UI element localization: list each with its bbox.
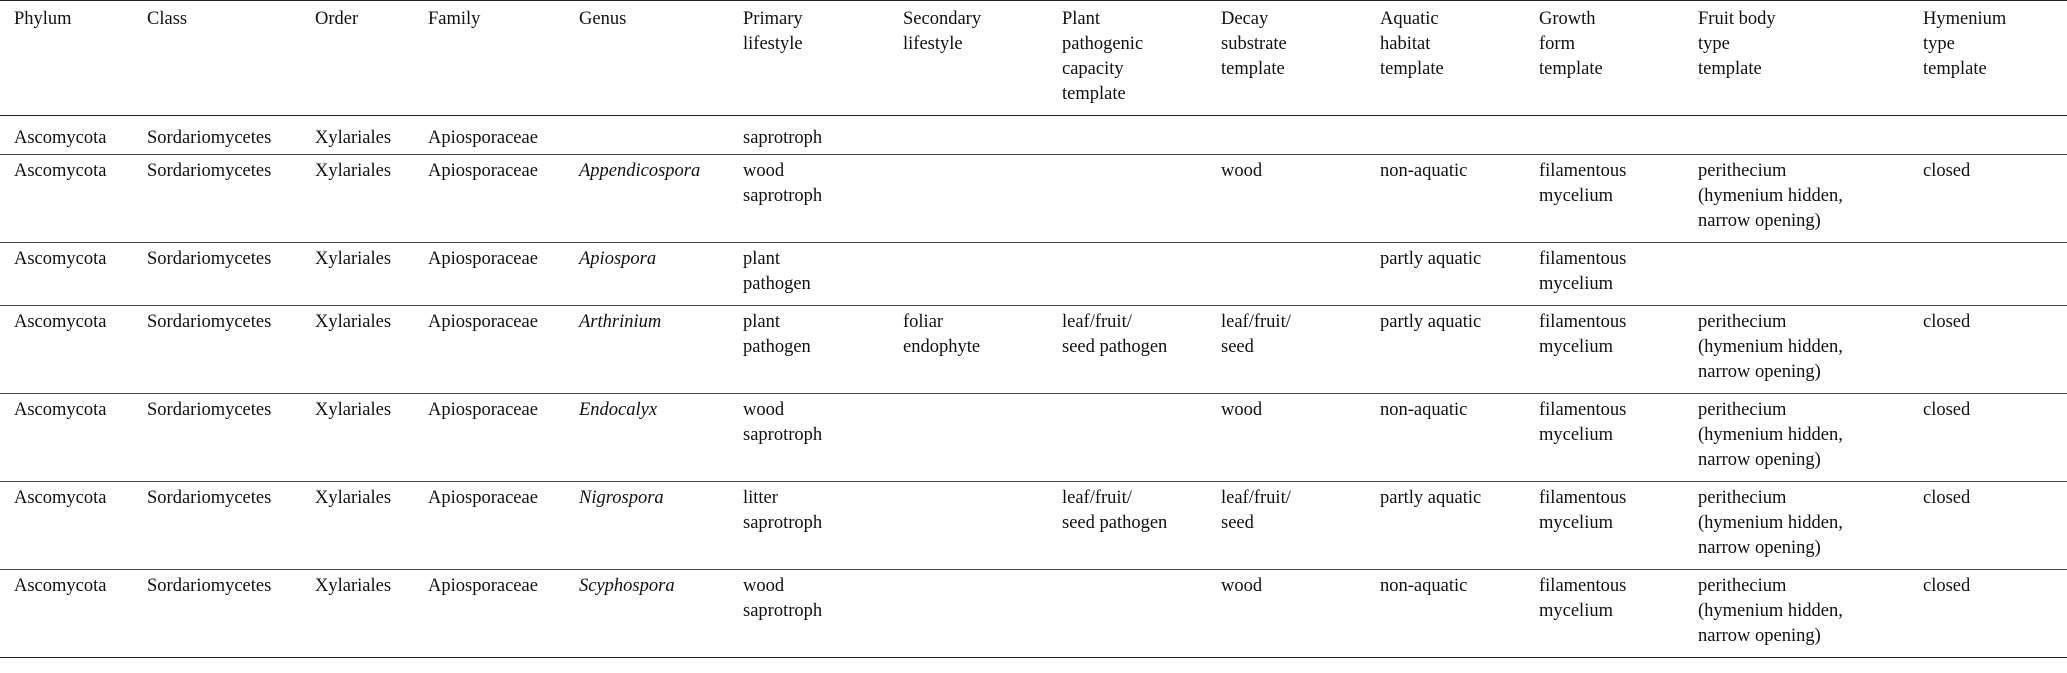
cell-aquatic-habitat: partly aquatic xyxy=(1380,249,1482,269)
cell-plant-pathogenic-capacity: leaf/fruit/ seed pathogen xyxy=(1062,312,1168,357)
table-row xyxy=(0,306,2067,394)
cell-hymenium-type: closed xyxy=(1923,312,1971,332)
cell-fruit-body-type: perithecium (hymenium hidden, narrow opening) xyxy=(1698,312,1843,382)
cell-growth-form: filamentous mycelium xyxy=(1539,400,1627,445)
cell-order: Xylariales xyxy=(315,400,392,420)
cell-family: Apiosporaceae xyxy=(428,312,538,332)
header-genus: Genus xyxy=(579,9,627,29)
table-body xyxy=(0,116,2067,658)
cell-secondary-lifestyle xyxy=(889,394,1048,482)
cell-hymenium-type: closed xyxy=(1923,576,1971,596)
cell-hymenium-type: closed xyxy=(1923,488,1971,508)
cell-phylum: Ascomycota xyxy=(14,488,107,508)
table-row xyxy=(0,243,2067,306)
cell-decay-substrate xyxy=(1207,243,1366,306)
header-row xyxy=(0,1,2067,116)
cell-secondary-lifestyle xyxy=(889,116,1048,155)
cell-primary-lifestyle: wood saprotroph xyxy=(743,161,823,206)
cell-class: Sordariomycetes xyxy=(147,312,272,332)
cell-growth-form: filamentous mycelium xyxy=(1539,161,1627,206)
cell-class: Sordariomycetes xyxy=(147,488,272,508)
cell-decay-substrate: leaf/fruit/ seed xyxy=(1221,312,1291,357)
cell-phylum: Ascomycota xyxy=(14,576,107,596)
table-row xyxy=(0,116,2067,155)
table-row xyxy=(0,155,2067,243)
cell-family: Apiosporaceae xyxy=(428,488,538,508)
cell-plant-pathogenic-capacity xyxy=(1048,570,1207,658)
cell-secondary-lifestyle: foliar endophyte xyxy=(903,312,981,357)
cell-decay-substrate: leaf/fruit/ seed xyxy=(1221,488,1291,533)
cell-primary-lifestyle: litter saprotroph xyxy=(743,488,823,533)
header-order: Order xyxy=(315,9,359,29)
cell-plant-pathogenic-capacity xyxy=(1048,155,1207,243)
cell-family: Apiosporaceae xyxy=(428,576,538,596)
cell-plant-pathogenic-capacity xyxy=(1048,243,1207,306)
header-phylum: Phylum xyxy=(14,9,72,29)
cell-genus: Scyphospora xyxy=(579,576,675,596)
cell-fruit-body-type: perithecium (hymenium hidden, narrow opening) xyxy=(1698,576,1843,646)
cell-order: Xylariales xyxy=(315,488,392,508)
cell-secondary-lifestyle xyxy=(889,155,1048,243)
cell-hymenium-type: closed xyxy=(1923,161,1971,181)
cell-fruit-body-type: perithecium (hymenium hidden, narrow opening) xyxy=(1698,161,1843,231)
cell-family: Apiosporaceae xyxy=(428,161,538,181)
header-growth-form: Growth form template xyxy=(1539,9,1603,79)
cell-secondary-lifestyle xyxy=(889,482,1048,570)
cell-genus: Appendicospora xyxy=(579,161,701,181)
cell-genus: Arthrinium xyxy=(579,312,662,332)
cell-aquatic-habitat: non-aquatic xyxy=(1380,161,1468,181)
cell-aquatic-habitat xyxy=(1366,116,1525,155)
header-decay-substrate: Decay substrate template xyxy=(1221,9,1287,79)
header-fruit-body-type: Fruit body type template xyxy=(1698,9,1776,79)
table-header xyxy=(0,1,2067,116)
cell-aquatic-habitat: partly aquatic xyxy=(1380,312,1482,332)
table-row xyxy=(0,394,2067,482)
cell-fruit-body-type: perithecium (hymenium hidden, narrow opening) xyxy=(1698,488,1843,558)
cell-class: Sordariomycetes xyxy=(147,400,272,420)
cell-primary-lifestyle: plant pathogen xyxy=(743,249,811,294)
cell-growth-form: filamentous mycelium xyxy=(1539,312,1627,357)
header-plant-pathogenic-capacity: Plant pathogenic capacity template xyxy=(1062,9,1144,104)
cell-hymenium-type xyxy=(1909,116,2067,155)
cell-decay-substrate: wood xyxy=(1221,576,1263,596)
cell-growth-form: filamentous mycelium xyxy=(1539,488,1627,533)
cell-aquatic-habitat: partly aquatic xyxy=(1380,488,1482,508)
header-secondary-lifestyle: Secondary lifestyle xyxy=(903,9,982,54)
cell-phylum: Ascomycota xyxy=(14,161,107,181)
header-aquatic-habitat: Aquatic habitat template xyxy=(1380,9,1444,79)
cell-decay-substrate xyxy=(1207,116,1366,155)
cell-order: Xylariales xyxy=(315,312,392,332)
table-row xyxy=(0,482,2067,570)
header-class: Class xyxy=(147,9,188,29)
cell-aquatic-habitat: non-aquatic xyxy=(1380,576,1468,596)
cell-secondary-lifestyle xyxy=(889,570,1048,658)
cell-primary-lifestyle: plant pathogen xyxy=(743,312,811,357)
cell-fruit-body-type xyxy=(1684,116,1909,155)
cell-phylum: Ascomycota xyxy=(14,249,107,269)
cell-plant-pathogenic-capacity: leaf/fruit/ seed pathogen xyxy=(1062,488,1168,533)
cell-secondary-lifestyle xyxy=(889,243,1048,306)
cell-class: Sordariomycetes xyxy=(147,576,272,596)
cell-phylum: Ascomycota xyxy=(14,400,107,420)
header-hymenium-type: Hymenium type template xyxy=(1923,9,2007,79)
cell-fruit-body-type: perithecium (hymenium hidden, narrow opening) xyxy=(1698,400,1843,470)
table-row xyxy=(0,570,2067,658)
cell-growth-form: filamentous mycelium xyxy=(1539,576,1627,621)
cell-fruit-body-type xyxy=(1684,243,1909,306)
cell-hymenium-type: closed xyxy=(1923,400,1971,420)
cell-growth-form xyxy=(1525,116,1684,155)
cell-hymenium-type xyxy=(1909,243,2067,306)
cell-growth-form: filamentous mycelium xyxy=(1539,249,1627,294)
cell-aquatic-habitat: non-aquatic xyxy=(1380,400,1468,420)
cell-genus: Endocalyx xyxy=(579,400,658,420)
cell-order: Xylariales xyxy=(315,161,392,181)
cell-primary-lifestyle: wood saprotroph xyxy=(743,576,823,621)
cell-genus xyxy=(565,116,729,155)
cell-plant-pathogenic-capacity xyxy=(1048,116,1207,155)
cell-class: Sordariomycetes xyxy=(147,161,272,181)
cell-family: Apiosporaceae xyxy=(428,128,538,148)
cell-family: Apiosporaceae xyxy=(428,400,538,420)
cell-primary-lifestyle: wood saprotroph xyxy=(743,400,823,445)
cell-genus: Nigrospora xyxy=(579,488,664,508)
cell-decay-substrate: wood xyxy=(1221,400,1263,420)
header-primary-lifestyle: Primary lifestyle xyxy=(743,9,803,54)
cell-class: Sordariomycetes xyxy=(147,249,272,269)
cell-decay-substrate: wood xyxy=(1221,161,1263,181)
cell-order: Xylariales xyxy=(315,128,392,148)
cell-plant-pathogenic-capacity xyxy=(1048,394,1207,482)
cell-phylum: Ascomycota xyxy=(14,312,107,332)
cell-family: Apiosporaceae xyxy=(428,249,538,269)
cell-genus: Apiospora xyxy=(579,249,657,269)
cell-phylum: Ascomycota xyxy=(14,128,107,148)
header-family: Family xyxy=(428,9,481,29)
cell-class: Sordariomycetes xyxy=(147,128,272,148)
cell-order: Xylariales xyxy=(315,249,392,269)
cell-order: Xylariales xyxy=(315,576,392,596)
cell-primary-lifestyle: saprotroph xyxy=(743,128,823,148)
